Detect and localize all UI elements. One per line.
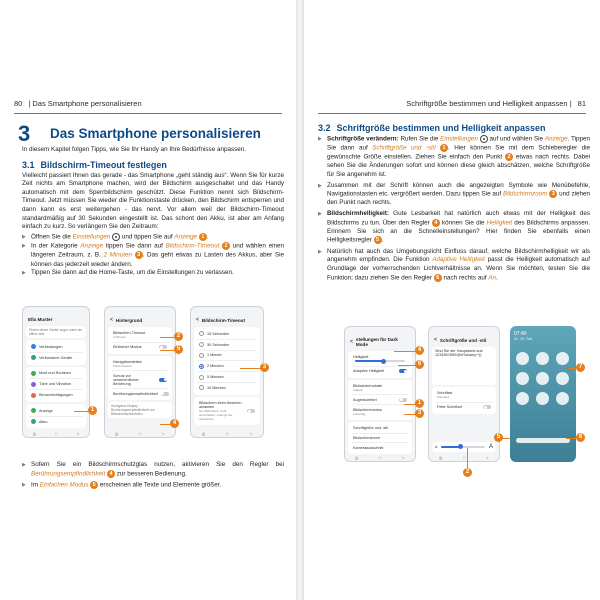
sound-tile[interactable] — [536, 352, 549, 365]
location-tile[interactable] — [536, 392, 549, 405]
section-3-2 — [318, 124, 590, 285]
running-head-right: Schriftgröße bestimmen und Helligkeit anpassen | 81 — [406, 99, 586, 108]
section-paragraph: Vielleicht passiert Ihnen das gerade - das Smartphone „geht ständig aus“. Wenn Sie für kurze Zeit nichts am Smartphone machen, wird der Bildschirm ausgeschaltet und das Handy automatisch mit dem Sperrbildschirm geschützt. Diese Funktion nennt sich Bildschirm-Timeout. Jetzt müssen Sie wieder die Funktionstaste drücken, den Bildschirm entsperren und dann kann es erst weitergehen - das nervt. Vor allem weil der Bildschirm-Timeout standardmäßig auf 30 Sekunden eingestellt ist. Das schont den Akku, ist aber am Anfang einfach zu kurz. So verlängern Sie den Zeitraum: — [22, 171, 284, 231]
screen-header: stellungen für Dark Mode — [355, 337, 398, 347]
left-page — [0, 0, 296, 600]
callout-badge-3: 3 — [260, 363, 269, 372]
radio-button[interactable] — [199, 331, 204, 336]
timeout-option[interactable] — [197, 361, 257, 372]
radio-button[interactable] — [199, 342, 204, 347]
screen-header: Hintergrund — [115, 317, 143, 323]
phone-settings-screen — [22, 306, 90, 438]
radio-button[interactable] — [199, 353, 204, 358]
phone-timeout-screen: < Bildschirm-Timeout 15 Sekunden 30 Sekunden 1 Minute 2 Minuten 5 Minuten 10 Minuten Bildschirm beim Ansehen anlassen Den Bildschirm nicht ausschalten, solange Sie draufsehen. ||| □ < — [190, 306, 264, 438]
bluetooth-tile[interactable] — [556, 352, 569, 365]
screen-mode-item[interactable]: Bildschirmmodus Lebendig — [353, 407, 382, 416]
step-badge: 1 — [199, 233, 207, 241]
running-head-title-right: Schriftgröße bestimmen und Helligkeit anpassen — [406, 99, 568, 108]
callout-badge-2: 2 — [174, 332, 183, 341]
step-3: ▶ Tippen Sie dann auf die Home-Taste, um die Einstellungen zu verlassen. — [22, 269, 284, 278]
callout-badge-5: 5 — [174, 345, 183, 354]
step-2: ▶ In der Kategorie Anzeige tippen Sie dann auf Bildschirm-Timeout 2 und wählen einen längeren Zeitraum, z. B. 2 Minuten 3 . Das geht etwas zu Lasten des Akkus, aber Sie können das jederzeit wieder ändern. — [22, 242, 284, 269]
right-page — [304, 0, 600, 600]
radio-button[interactable] — [199, 364, 204, 369]
callout-badge-1: 1 — [88, 406, 97, 415]
step-1: ▶ Öffnen Sie die Einstellungen und tippen Sie auf Anzeige 1 . — [22, 233, 284, 242]
refresh-rate-item[interactable]: Bildwiederholrate Adaptiv — [351, 382, 409, 396]
back-icon: < — [76, 431, 80, 436]
timeout-option-label: 1 Minute — [207, 353, 222, 358]
book-gutter — [296, 0, 304, 600]
timeout-option[interactable] — [197, 329, 257, 340]
callout-badge-r2: 2 — [463, 468, 472, 477]
para-zoom: ▶ Zusammen mit der Schrift können auch die angezeigten Symbole wie Menübefehle, Navigationstasten etc. vergrößert werden. Dazu tippen Sie auf Bildschirmzoom 3 und ziehen den Punkt nach rechts. — [318, 182, 590, 208]
timeout-option-label: 15 Sekunden — [207, 331, 230, 336]
display-note: Hochglanz-Display Berührungsempfindlichkeit von Bildschirmschutzfolien — [108, 402, 172, 418]
font-size-slider[interactable] — [441, 446, 485, 448]
recents-icon: ||| — [32, 431, 36, 436]
chapter-number: 3 — [18, 121, 31, 146]
wifi-tile[interactable] — [516, 352, 529, 365]
callout-badge-r1: 1 — [415, 399, 424, 408]
camera-cutout-item[interactable]: Kameraausschnitt — [353, 445, 384, 450]
phone-display-screen: < Hintergrund Bildschirm-Timeout 2 Minuten Einfacher Modus Navigationsleiste Tasten/Gesten Schutz vor versehentlicher Berührung Berührungsempfindlichkeit Hochglanz-Display Berührungsempfindlichkeit von Bildschirmschutzfolien ||| □ < — [104, 306, 176, 438]
para-font-size: ▶ Schriftgröße verändern: Rufen Sie die Einstellungen auf und wählen Sie Anzeige. Tippen Sie dann auf Schriftgröße und -stil 1 . Hier können Sie mit dem Schieberegler die gewünschte Größe einstellen. Ziehen Sie einfach den Punkt 2 etwas nach rechts. Dabei sehen Sie die Änderungen sofort und können diese gleich abschätzen, welche Schriftgröße für Sie angenehm ist. — [318, 135, 590, 180]
settings-item-connections[interactable]: Verbindungen — [29, 342, 83, 353]
timeout-option[interactable] — [197, 383, 257, 393]
callout-badge-r3: 3 — [415, 409, 424, 418]
timeout-option[interactable] — [197, 351, 257, 362]
callout-badge-r7: 7 — [576, 363, 585, 372]
settings-list — [26, 340, 86, 365]
callout-badge-r4: 4 — [415, 346, 424, 355]
display-item-easy-mode[interactable]: Einfacher Modus — [111, 343, 169, 352]
phone-font-settings: < Schriftgröße und -stil Sind Sie der Hauptdarst aus 1234567890!@#%&amp;*() Schriftart Standard Fette Schriftart A A ||| □ < — [428, 326, 500, 462]
screen-header: Bildschirm-Timeout — [201, 317, 245, 323]
back-chevron-icon: < — [110, 317, 113, 323]
font-scale-large: A — [488, 443, 493, 450]
font-preview: Sind Sie der Hauptdarst aus 1234567890!@#%&amp;*() — [432, 347, 496, 385]
timeout-option-label: 30 Sekunden — [207, 342, 230, 347]
display-item-navbar[interactable]: Navigationsleiste Tasten/Gesten — [111, 358, 169, 372]
battery-saver-tile[interactable] — [556, 392, 569, 405]
settings-item-display[interactable]: Anzeige — [29, 406, 83, 417]
section-heading-3-1: 3.1 Bildschirm-Timeout festlegen — [22, 160, 167, 170]
display-item-accidental-touch[interactable]: Schutz vor versehentlicher Berührung — [111, 371, 169, 389]
header-rule-left — [14, 113, 282, 114]
font-type-item[interactable]: Schriftart Standard — [435, 389, 493, 403]
timeout-options — [194, 327, 260, 395]
section-heading-3-2: 3.2 Schriftgröße bestimmen und Helligkeit anpassen — [318, 123, 546, 133]
home-icon: □ — [55, 431, 58, 436]
timeout-option[interactable] — [197, 340, 257, 351]
brightness-slider[interactable] — [355, 360, 405, 362]
running-head-left: 80 | Das Smartphone personalisieren — [14, 99, 142, 108]
header-rule-right — [318, 113, 586, 114]
eye-comfort-item[interactable]: Augenkomfort — [351, 395, 409, 405]
back-chevron-icon: < — [434, 337, 437, 343]
adaptive-brightness-toggle[interactable] — [399, 369, 407, 373]
qs-brightness-slider[interactable] — [516, 438, 570, 443]
chapter-title: Das Smartphone personalisieren — [50, 126, 261, 141]
running-head-title-left: Das Smartphone personalisieren — [32, 99, 142, 108]
callout-badge-r6: 6 — [415, 360, 424, 369]
display-item-timeout[interactable]: Bildschirm-Timeout 2 Minuten — [111, 329, 169, 343]
flashlight-tile[interactable] — [556, 372, 569, 385]
para-adaptive: ▶ Natürlich hat auch das Umgebungslicht Einfluss darauf, welche Bildschirmhelligkeit wir als angenehm empfinden. Die Funktion Adaptive Helligkeit passt die Helligkeit automatisch auf Grundlage der vorherrschenden Lichtverhältnisse an. Wenn Sie möchten, testen Sie die Funktion; dazu ziehen Sie den Regler 6 nach rechts auf An. — [318, 248, 590, 283]
chapter-intro: In diesem Kapitel folgen Tipps, wie Sie Ihr Handy an Ihre Bedürfnisse anpassen. — [22, 146, 247, 153]
para-brightness: ▶ Bildschirmhelligkeit: Gute Lesbarkeit hat natürlich auch etwas mit der Helligkeit des Bildschirms zu tun. Über den Regler 4 können Sie die Helligkeit des Bildschirms anpassen. Erinnern Sie sich an die Schnelleinstellungen? Hier finden Sie ebenfalls einen Helligkeitsregler 5 . — [318, 210, 590, 246]
callout-badge-4: 4 — [170, 419, 179, 428]
screen-zoom-item[interactable]: Bildschirmzoom — [351, 434, 409, 444]
search-hint: Finden dieser Geräte sogar, wenn sie offline sind — [26, 326, 86, 338]
tip-easy-mode: ▶ Im Einfachen Modus 5 erscheinen alle Texte und Elemente größer. — [22, 481, 284, 490]
timeout-option-label: 2 Minuten — [207, 364, 224, 369]
qs-date: Di., 20. Feb. — [514, 337, 534, 341]
step-badge: 2 — [222, 242, 230, 250]
easy-mode-toggle[interactable] — [159, 345, 167, 349]
font-scale-small: A — [435, 444, 438, 449]
section-3-1 — [22, 161, 284, 278]
settings-item-battery[interactable]: Akku — [29, 417, 83, 427]
adaptive-brightness-item[interactable]: Adaptive Helligkeit — [351, 367, 409, 376]
user-name: Ella Muster — [28, 317, 53, 322]
screen-header: Schriftgröße und -stil — [439, 337, 487, 343]
radio-button[interactable] — [199, 375, 204, 380]
callout-badge-r8: 8 — [576, 433, 585, 442]
brightness-item[interactable]: Helligkeit — [351, 353, 409, 367]
phone-display-settings: < stellungen für Dark Mode Helligkeit Adaptive Helligkeit Bildwiederholrate Adaptiv Augenkomfort Bildschirmmodus Lebendig Schriftgröße und -stil Bildschirmzoom Kameraausschnitt ||| □ < — [344, 326, 416, 462]
timeout-option-label: 10 Minuten — [207, 385, 226, 390]
qs-time: 07:40 — [514, 331, 527, 337]
left-tips — [22, 461, 284, 492]
page-number-right: 81 — [577, 99, 586, 108]
font-size-style-item[interactable]: Schriftgröße und -stil — [351, 424, 409, 434]
page-number-left: 80 — [14, 99, 23, 108]
step-badge: 3 — [135, 251, 143, 259]
phone-quick-settings — [510, 326, 576, 462]
tip-protection-glass: ▶ Sofern Sie ein Bildschirmschutzglas nutzen, aktivieren Sie den Regler bei Berührungsempfindlichkeit 4 zur besseren Bedienung. — [22, 461, 284, 479]
settings-item-modes[interactable]: Modi und Routinen — [29, 369, 83, 380]
touch-sensitivity-toggle[interactable] — [161, 392, 169, 396]
back-chevron-icon: < — [350, 339, 353, 345]
font-size-slider-row — [432, 442, 496, 452]
hotspot-tile[interactable] — [516, 392, 529, 405]
flight-tile[interactable] — [536, 372, 549, 385]
callout-badge-r5: 5 — [494, 433, 503, 442]
bold-font-item[interactable]: Fette Schriftart — [435, 403, 493, 412]
display-item-touch-sensitivity[interactable]: Berührungsempfindlichkeit — [111, 389, 169, 398]
timeout-option-label: 5 Minuten — [207, 375, 224, 380]
settings-gear-icon — [112, 233, 120, 241]
settings-item-notifications[interactable]: Benachrichtigungen — [29, 390, 83, 400]
keep-screen-on-item[interactable]: Bildschirm beim Ansehen anlassen Den Bildschirm nicht ausschalten, solange Sie draufsehen. — [197, 399, 257, 424]
radio-button[interactable] — [199, 385, 204, 390]
back-chevron-icon: < — [196, 317, 199, 323]
rotate-tile[interactable] — [516, 372, 529, 385]
settings-gear-icon — [480, 135, 488, 143]
settings-item-sounds[interactable]: Töne und Vibration — [29, 379, 83, 390]
timeout-option[interactable] — [197, 372, 257, 383]
settings-item-devices[interactable]: Verbundene Geräte — [29, 353, 83, 363]
nav-bar — [23, 430, 89, 437]
